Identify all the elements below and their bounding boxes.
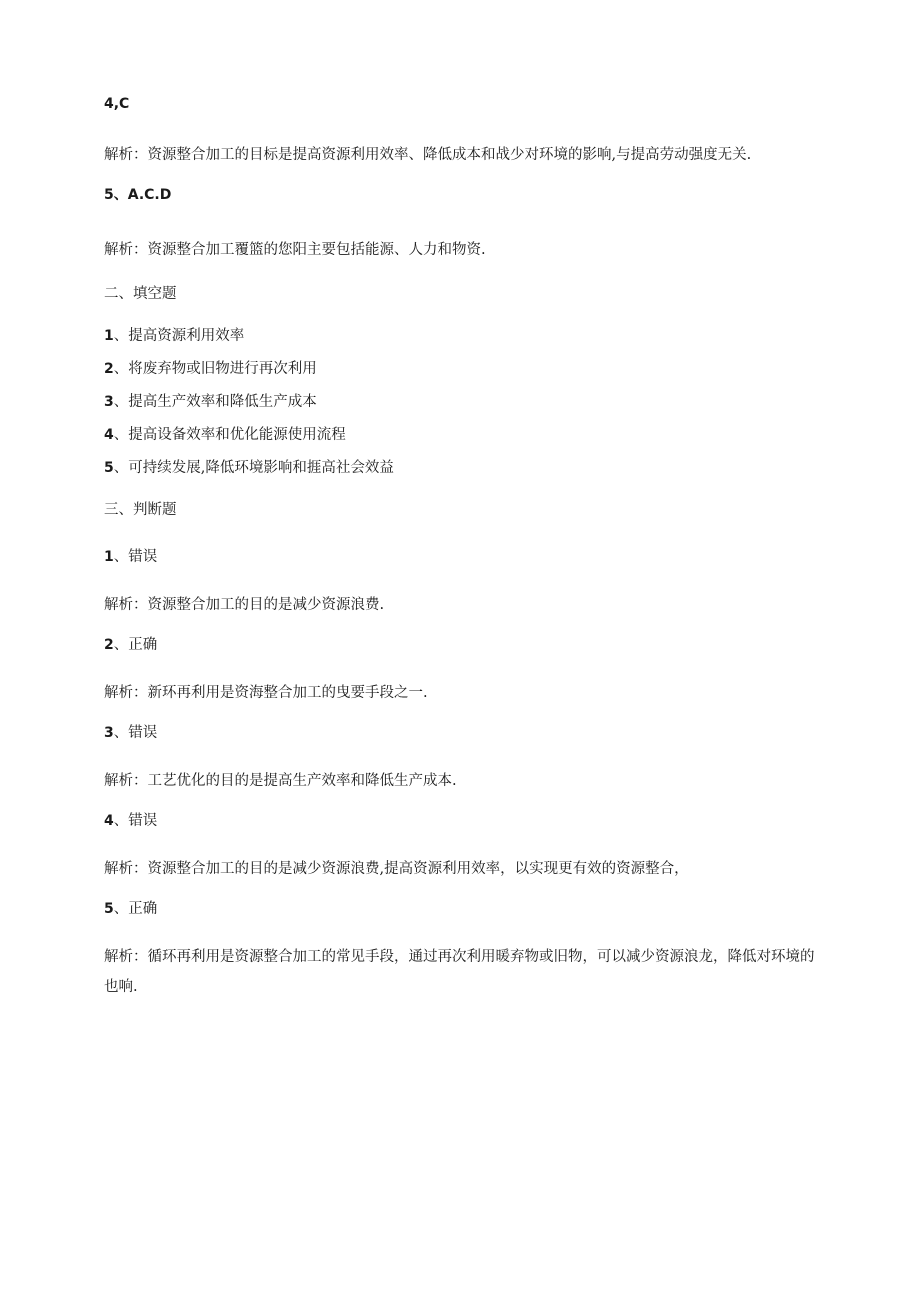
item-number: 2: [104, 361, 114, 377]
item-number: 3: [104, 394, 114, 410]
item-number: 1: [104, 549, 114, 565]
item-text: 、正确: [113, 637, 158, 653]
item-text: 、错误: [113, 549, 158, 565]
item-number: 4: [104, 427, 114, 443]
fill-in-answer-5: [104, 458, 394, 478]
item-number: 5: [104, 901, 114, 917]
item-text: 、提高资源利用效率: [113, 328, 245, 344]
answer-5-choice: 5、A.C.D: [104, 187, 172, 203]
section-fill-in-heading: 二、填空题: [104, 286, 177, 302]
tf-answer-2: [104, 635, 157, 655]
tf-explanation-4: 解析：资源整合加工的目的是减少资源浪费,提高资源利用效率，以实现更有效的资源整合，: [104, 861, 689, 877]
fill-in-answer-3: [104, 392, 317, 412]
item-number: 3: [104, 725, 114, 741]
tf-answer-5: [104, 899, 157, 919]
item-text: 、将废弃物或旧物进行再次利用: [113, 361, 317, 377]
item-text: 、错误: [113, 813, 158, 829]
tf-answer-1: [104, 547, 157, 567]
tf-explanation-1: 解析：资源整合加工的目的是减少资源浪费.: [104, 597, 385, 613]
item-text: 、提高生产效率和降低生产成本: [113, 394, 317, 410]
item-number: 4: [104, 813, 114, 829]
answer-4-choice: 4,C: [104, 96, 130, 112]
item-number: 2: [104, 637, 114, 653]
item-number: 5: [104, 460, 114, 476]
tf-explanation-3: 解析：工艺优化的目的是提高生产效率和降低生产成本.: [104, 773, 457, 789]
item-text: 、提高设备效率和优化能源使用流程: [113, 427, 346, 443]
fill-in-answer-2: [104, 359, 317, 379]
tf-answer-3: [104, 723, 157, 743]
answer-5-explanation: 解析：资源整合加工覆篮的您阳主要包括能源、人力和物资.: [104, 242, 486, 258]
item-number: 1: [104, 328, 114, 344]
item-text: 、正确: [113, 901, 158, 917]
section-true-false-heading: 三、判断题: [104, 502, 177, 518]
tf-answer-4: [104, 811, 157, 831]
item-text: 、错误: [113, 725, 158, 741]
item-text: 、可持续发展,降低环境影响和捱高社会效益: [113, 460, 394, 476]
tf-explanation-2: 解析：新环再利用是资海整合加工的曳要手段之一.: [104, 685, 428, 701]
tf-explanation-5: 解析：循环再利用是资源整合加工的常见手段，通过再次利用暖弃物或旧物，可以减少资源浪龙，降低对环境的也响.: [104, 949, 815, 995]
fill-in-answer-4: [104, 425, 346, 445]
fill-in-answer-1: [104, 326, 244, 346]
answer-4-explanation: 解析：资源整合加工的目标是提高资源利用效率、降低成本和战少对环境的影响,与提高劳动强度无关.: [104, 147, 752, 163]
